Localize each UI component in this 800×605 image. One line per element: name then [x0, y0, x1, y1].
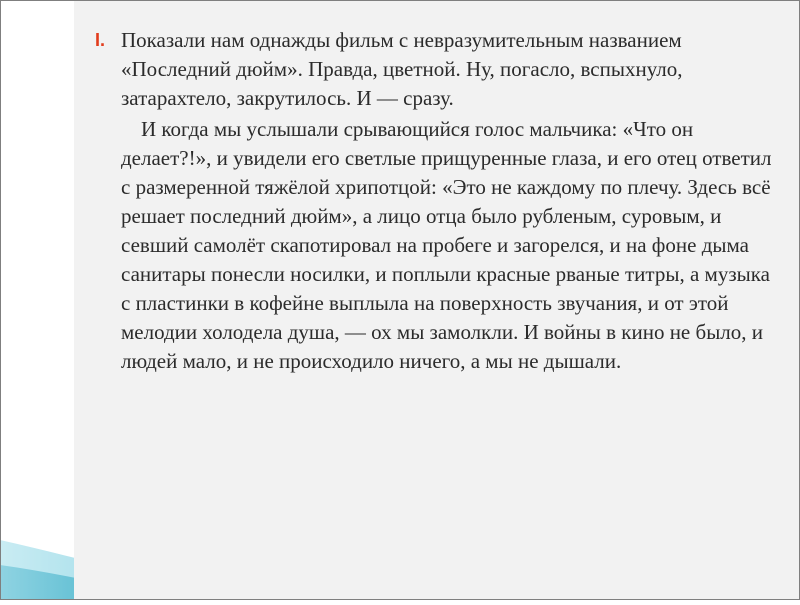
- paragraph-1-text: Показали нам однажды фильм с невразумительным названием «Последний дюйм». Правда, цветной. Ну, погасло, вспыхнуло, затарахтело, закрутилось. И — сразу.: [121, 28, 683, 110]
- slide-text-box: [95, 26, 775, 376]
- paragraph-2: [95, 115, 775, 376]
- paragraph-1: [95, 26, 775, 113]
- roman-numeral-bullet: I.: [95, 30, 106, 50]
- paragraph-2-text: И когда мы услышали срывающийся голос мальчика: «Что он делает?!», и увидели его светлые прищуренные глаза, и его отец ответил с размеренной тяжёлой хрипотцой: «Это не каждому по плечу. Здесь всё решает последний дюйм», а лицо отца было рубленым, суровым, и севший самолёт скапотировал на пробеге и загорелся, и на фоне дыма санитары понесли носилки, и поплыли красные рваные титры, а музыка с пластинки в кофейне выплыла на поверхность звучания, и от этой мелодии холодела душа, — ох мы замолкли. И войны в кино не было, и людей мало, и не происходило ничего, а мы не дышали.: [121, 117, 772, 373]
